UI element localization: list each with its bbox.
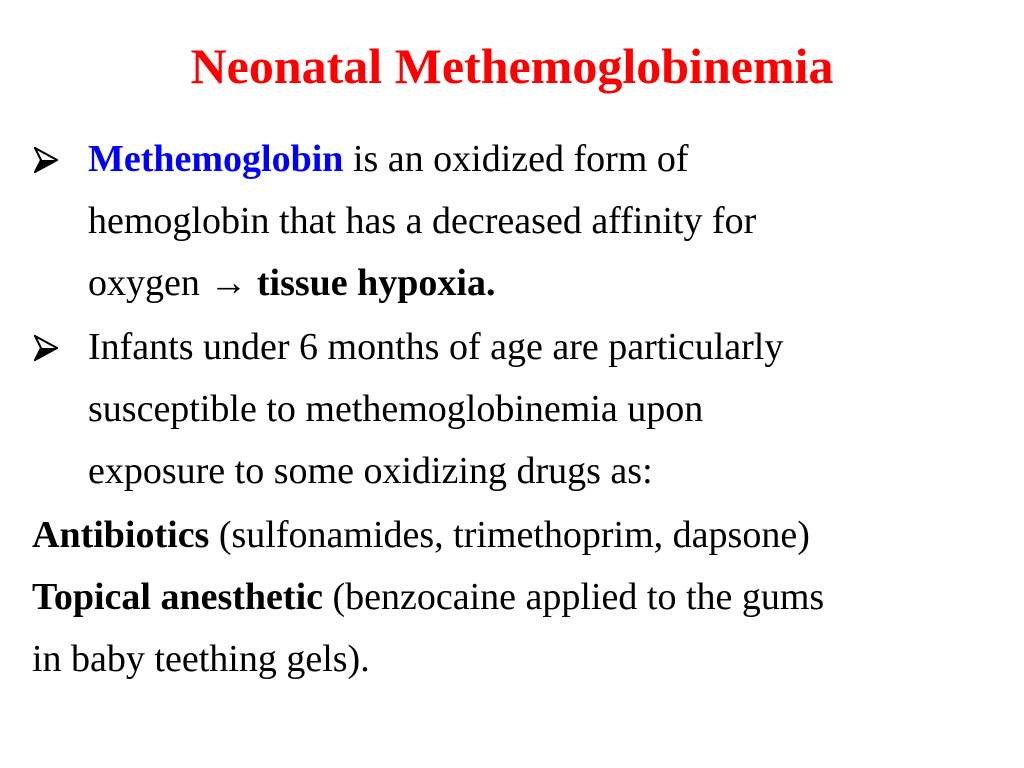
bullet-line: oxygen	[88, 262, 210, 304]
right-arrow-symbol: →	[209, 262, 248, 304]
bullet-line: is an oxidized form of	[343, 138, 689, 180]
paragraph-topical-anesthetic	[32, 566, 992, 690]
term-antibiotics: Antibiotics	[32, 514, 210, 556]
bullet-line: susceptible to methemoglobinemia upon	[88, 388, 704, 430]
bullet-line: hemoglobin that has a decreased affinity for	[88, 200, 757, 242]
bullet-infants-susceptibility	[32, 316, 992, 502]
paragraph-antibiotics	[32, 504, 992, 566]
paragraph-text: in baby teething gels).	[32, 638, 370, 680]
bullet-line: exposure to some oxidizing drugs as:	[88, 450, 653, 492]
bullet-methemoglobin-definition	[32, 128, 992, 314]
arrowhead-bullet-icon	[32, 128, 72, 190]
paragraph-text: (benzocaine applied to the gums	[323, 576, 825, 618]
bullet-text	[88, 128, 992, 314]
slide-title: Neonatal Methemoglobinemia	[190, 38, 834, 94]
term-tissue-hypoxia: tissue hypoxia.	[247, 262, 496, 304]
bullet-text	[88, 316, 992, 502]
bullet-line: Infants under 6 months of age are particularly	[88, 326, 784, 368]
paragraph-text: (sulfonamides, trimethoprim, dapsone)	[209, 514, 810, 556]
term-methemoglobin: Methemoglobin	[88, 138, 344, 180]
arrowhead-bullet-icon	[32, 316, 72, 378]
term-topical-anesthetic: Topical anesthetic	[32, 576, 323, 618]
